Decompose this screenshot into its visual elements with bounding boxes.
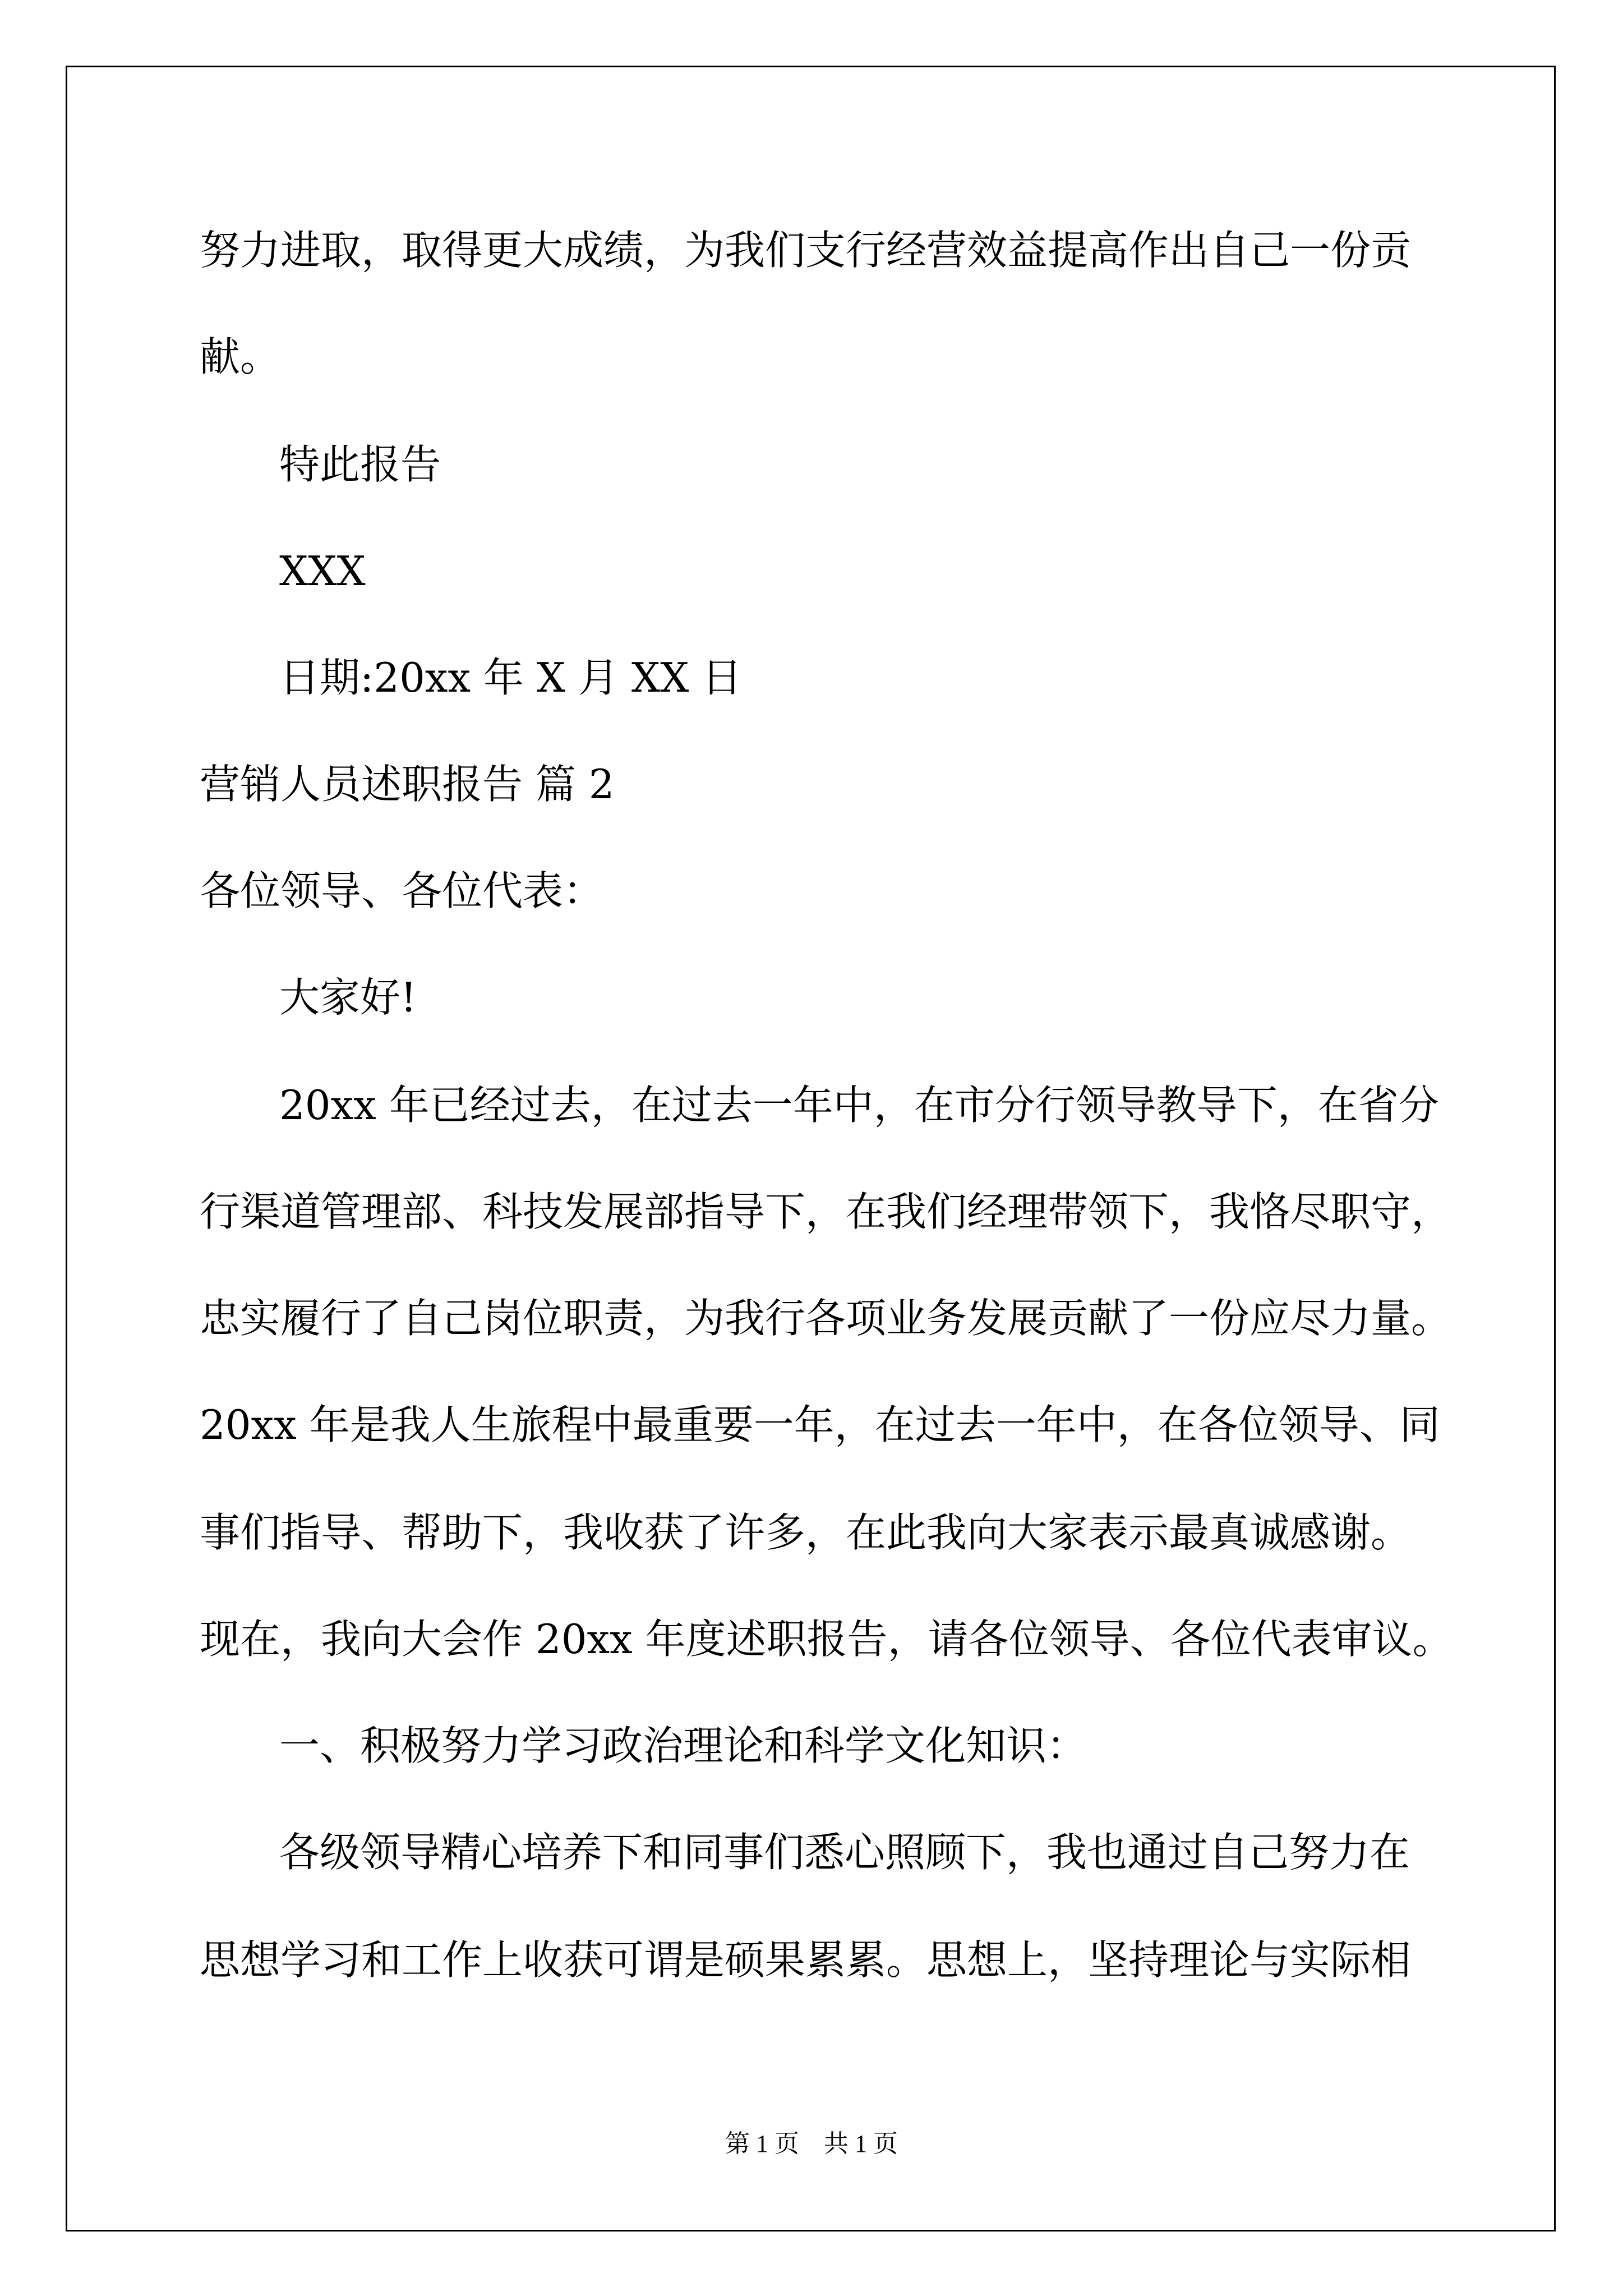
paragraph-line-9: 20xx 年已经过去，在过去一年中，在市分行领导教导下，在省分 bbox=[279, 1082, 1439, 1129]
paragraph-line-11: 忠实履行了自己岗位职责，为我行各项业务发展贡献了一份应尽力量。 bbox=[200, 1295, 1452, 1342]
paragraph-line-12: 20xx 年是我人生旅程中最重要一年，在过去一年中，在各位领导、同 bbox=[200, 1401, 1440, 1448]
paragraph-line-13: 事们指导、帮助下，我收获了许多，在此我向大家表示最真诚感谢。 bbox=[200, 1509, 1412, 1556]
section-heading: 营销人员述职报告 篇 2 bbox=[200, 761, 615, 808]
greeting: 大家好! bbox=[279, 974, 417, 1021]
signature-name: XXX bbox=[279, 547, 366, 595]
page-number-footer: 第 1 页 共 1 页 bbox=[725, 2130, 898, 2157]
paragraph-line-1: 努力进取，取得更大成绩，为我们支行经营效益提高作出自己一份贡 bbox=[200, 227, 1412, 274]
paragraph-line-2: 献。 bbox=[200, 333, 281, 380]
paragraph-line-14: 现在，我向大会作 20xx 年度述职报告，请各位领导、各位代表审议。 bbox=[200, 1616, 1453, 1663]
date-line: 日期:20xx 年 X 月 XX 日 bbox=[279, 654, 743, 701]
paragraph-line-16: 各级领导精心培养下和同事们悉心照顾下，我也通过自己努力在 bbox=[279, 1829, 1410, 1876]
closing-phrase: 特此报告 bbox=[279, 441, 441, 488]
page-border bbox=[66, 66, 1556, 2231]
salutation: 各位领导、各位代表： bbox=[200, 867, 604, 914]
paragraph-line-10: 行渠道管理部、科技发展部指导下，在我们经理带领下，我恪尽职守， bbox=[200, 1188, 1452, 1235]
paragraph-line-17: 思想学习和工作上收获可谓是硕果累累。思想上，坚持理论与实际相 bbox=[200, 1936, 1412, 1984]
subsection-heading: 一、积极努力学习政治理论和科学文化知识： bbox=[279, 1722, 1087, 1769]
